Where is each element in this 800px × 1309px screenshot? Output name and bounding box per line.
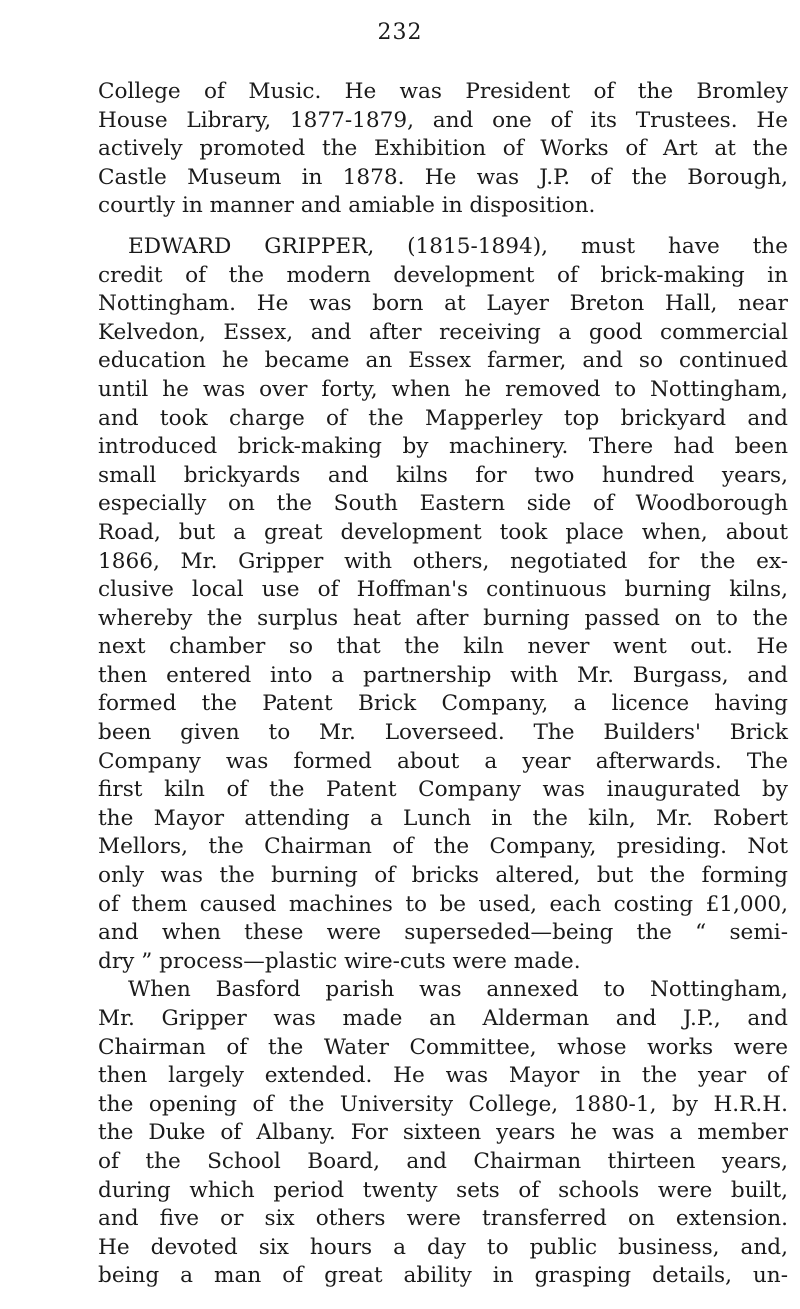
text-line: been given to Mr. Loverseed. The Builders' Brick — [98, 720, 788, 746]
text-line: House Library, 1877-1879, and one of its Trustees. He — [98, 107, 788, 133]
text-line: 1866, Mr. Gripper with others, negotiated for the ex- — [98, 548, 788, 574]
page-number: 232 — [377, 20, 423, 45]
text-line: whereby the surplus heat after burning passed on to the — [98, 605, 788, 631]
text-line: actively promoted the Exhibition of Works of Art at the — [98, 136, 788, 162]
text-line: of the School Board, and Chairman thirteen years, — [98, 1148, 788, 1174]
paragraph-1 — [98, 78, 788, 221]
text-line: EDWARD GRIPPER, (1815-1894), must have the — [128, 233, 788, 259]
text-line: and when these were superseded—being the “ semi- — [98, 920, 788, 946]
paragraph-2 — [98, 233, 788, 976]
text-line: courtly in manner and amiable in disposition. — [98, 193, 596, 219]
text-line: being a man of great ability in grasping details, un- — [98, 1263, 788, 1289]
text-line: then largely extended. He was Mayor in the year of — [98, 1063, 788, 1089]
text-line: dry ” process—plastic wire-cuts were made. — [98, 948, 581, 974]
text-line: only was the burning of bricks altered, but the forming — [98, 863, 788, 889]
text-line: Road, but a great development took place when, about — [98, 519, 788, 545]
text-line: He devoted six hours a day to public business, and, — [98, 1234, 788, 1260]
text-line: until he was over forty, when he removed to Nottingham, — [98, 376, 788, 402]
text-line: Company was formed about a year afterwards. The — [98, 748, 788, 774]
text-line: during which period twenty sets of schools were built, — [98, 1177, 788, 1203]
text-line: small brickyards and kilns for two hundred years, — [98, 462, 788, 488]
text-line: Kelvedon, Essex, and after receiving a good commercial — [98, 319, 788, 345]
text-line: introduced brick-making by machinery. There had been — [98, 434, 788, 460]
text-line: formed the Patent Brick Company, a licence having — [98, 691, 788, 717]
text-line: especially on the South Eastern side of Woodborough — [98, 491, 788, 517]
text-line: and five or six others were transferred on extension. — [98, 1206, 788, 1232]
text-line: of them caused machines to be used, each costing £1,000, — [98, 891, 788, 917]
text-line: Nottingham. He was born at Layer Breton Hall, near — [98, 291, 788, 317]
text-line: the Duke of Albany. For sixteen years he was a member — [98, 1120, 788, 1146]
text-line: then entered into a partnership with Mr. Burgass, and — [98, 662, 788, 688]
text-line: the Mayor attending a Lunch in the kiln, Mr. Robert — [98, 805, 788, 831]
text-line: education he became an Essex farmer, and so continued — [98, 348, 788, 374]
text-line: credit of the modern development of brick-making in — [98, 262, 788, 288]
text-line: College of Music. He was President of the Bromley — [98, 79, 788, 104]
text-line: Chairman of the Water Committee, whose works were — [98, 1034, 788, 1060]
text-line: next chamber so that the kiln never went out. He — [98, 634, 788, 660]
text-line: Mr. Gripper was made an Alderman and J.P., and — [98, 1006, 788, 1031]
body-text — [98, 78, 788, 1291]
paragraph-spacer — [98, 221, 788, 233]
text-line: Mellors, the Chairman of the Company, presiding. Not — [98, 834, 788, 860]
text-line: the opening of the University College, 1880-1, by H.R.H. — [98, 1091, 788, 1117]
text-line: When Basford parish was annexed to Nottingham, — [128, 977, 788, 1003]
text-line: clusive local use of Hoffman's continuous burning kilns, — [98, 577, 788, 603]
text-line: first kiln of the Patent Company was inaugurated by — [98, 777, 788, 803]
text-line: and took charge of the Mapperley top brickyard and — [98, 405, 788, 431]
paragraph-3 — [98, 976, 788, 1291]
text-line: Castle Museum in 1878. He was J.P. of the Borough, — [98, 164, 788, 190]
